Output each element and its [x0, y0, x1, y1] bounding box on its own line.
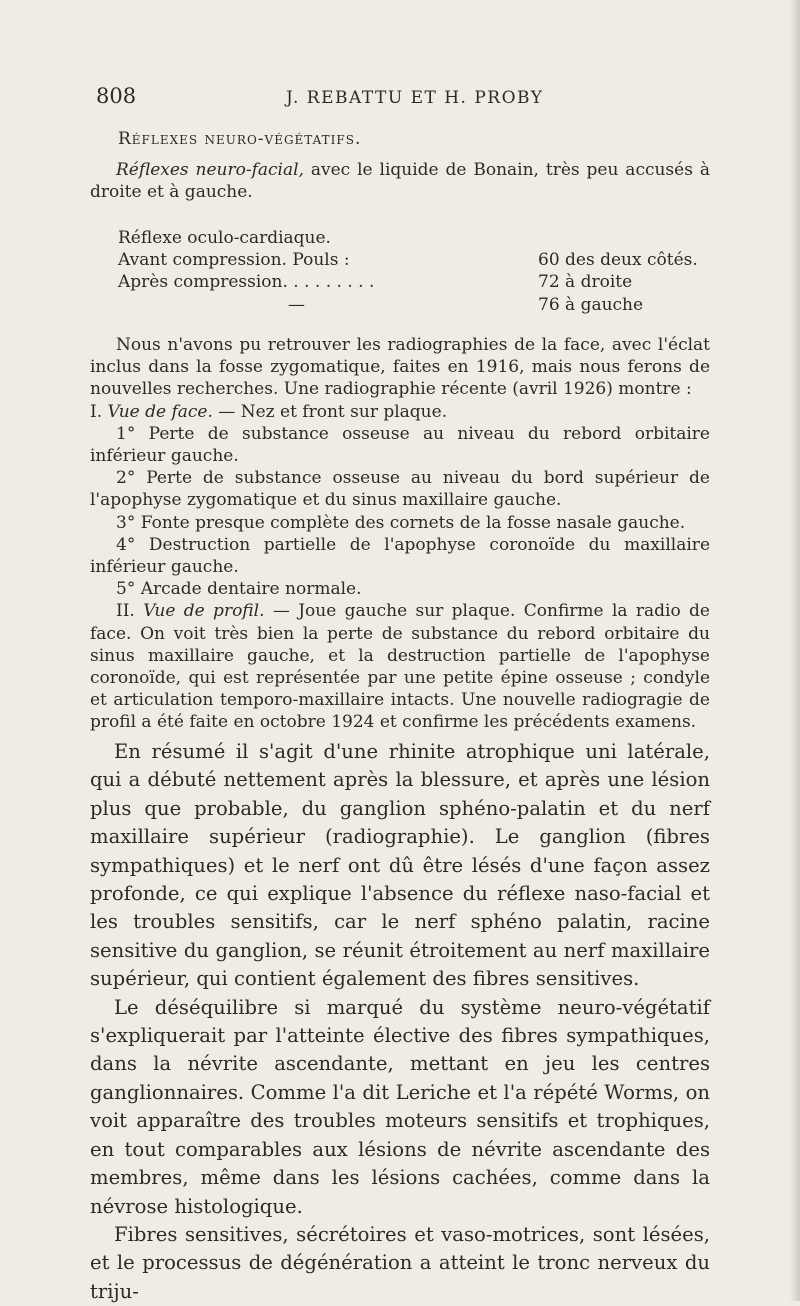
- body-paragraph: Le déséquilibre si marqué du système neuro-végétatif s'expliquerait par l'atteinte élective des fibres sympathiques, dans la névrite ascendante, mettant en jeu les centres ganglionnaires. Comme l'a dit Leriche et l'a répété Worms, on voit apparaître des troubles moteurs sensitifs et trophiques, en tout comparables aux lésions de névrite ascendante des membres, même dans les lésions cachées, comme dans la névrose histologique.: [90, 995, 710, 1218]
- profile-view-paragraph: [90, 600, 710, 733]
- radiography-intro: Nous n'avons pu retrouver les radiographies de la face, avec l'éclat inclus dans la fosse zygomatique, faites en 1916, mais nous ferons de nouvelles recherches. Une radiographie récente (avril 1926) montre :: [90, 335, 710, 400]
- face-view-label: I.: [90, 401, 108, 422]
- reflex-intro-italic: Réflexes neuro-facial,: [116, 160, 304, 181]
- table-row: [90, 271, 710, 293]
- row-value: 60 des deux côtés.: [538, 250, 698, 271]
- reflex-intro-paragraph: [90, 159, 710, 203]
- row-value: 72 à droite: [538, 272, 633, 293]
- list-item: 5° Arcade dentaire normale.: [116, 579, 362, 600]
- row-label: —: [288, 294, 305, 315]
- radiography-block: [90, 334, 710, 734]
- profile-view-title: Vue de profil.: [143, 601, 265, 622]
- face-view-title: Vue de face.: [107, 401, 213, 422]
- face-view-text: — Nez et front sur plaque.: [212, 401, 448, 422]
- list-item: 4° Destruction partielle de l'apophyse coronoïde du maxillaire inférieur gauche.: [90, 534, 710, 578]
- page-edge-shadow: [790, 0, 800, 1301]
- table-row: [90, 249, 710, 271]
- row-label: Après compression. . . . . . . . .: [118, 272, 375, 293]
- main-text: [90, 738, 710, 1306]
- row-value: 76 à gauche: [538, 294, 644, 315]
- oculo-cardiac-title-row: [90, 227, 710, 249]
- face-view-line: [90, 401, 710, 423]
- profile-view-label: II.: [116, 601, 144, 622]
- oculo-cardiac-table: [90, 227, 710, 316]
- section-heading: Réflexes neuro-végétatifs.: [118, 129, 362, 149]
- list-item: 1° Perte de substance osseuse au niveau du rebord orbitaire inférieur gauche.: [90, 423, 710, 467]
- running-title: J. REBATTU ET H. PROBY: [286, 88, 544, 108]
- list-item: 3° Fonte presque complète des cornets de la fosse nasale gauche.: [116, 512, 686, 533]
- body-paragraph: En résumé il s'agit d'une rhinite atrophique uni latérale, qui a débuté nettement après la blessure, et après une lésion plus que probable, du ganglion sphéno-palatin et du nerf maxillaire supérieur (radiographie). Le ganglion (fibres sympathiques) et le nerf ont dû être lésés d'une façon assez profonde, ce qui explique l'absence du réflexe naso-facial et les troubles sensitifs, car le nerf sphéno palatin, racine sensitive du ganglion, se réunit étroitement au nerf maxillaire supérieur, qui contient également des fibres sensitives.: [90, 740, 710, 991]
- reflexes-block: [90, 128, 710, 204]
- row-label: Avant compression. Pouls :: [118, 250, 350, 271]
- page-number: 808: [96, 84, 137, 108]
- table-row: [90, 294, 710, 316]
- list-item: 2° Perte de substance osseuse au niveau du bord supérieur de l'apophyse zygomatique et du sinus maxillaire gauche.: [90, 468, 710, 511]
- reflex-intro-text: avec le liquide de Bonain, très peu accusés à droite et à gauche.: [90, 160, 710, 203]
- oculo-cardiac-title: Réflexe oculo-cardiaque.: [118, 228, 331, 248]
- body-paragraph: Fibres sensitives, sécrétoires et vaso-motrices, sont lésées, et le processus de dégénération a atteint le tronc nerveux du triju-: [90, 1222, 710, 1303]
- profile-view-text: — Joue gauche sur plaque. Confirme la radio de face. On voit très bien la perte de substance du rebord orbitaire du sinus maxillaire gauche, et la destruction partielle de l'apophyse coronoïde, qui est représentée par une petite épine osseuse ; condyle et articulation temporo-maxillaire intacts. Une nouvelle radiogragie de profil a été faite en octobre 1924 et confirme les précédents examens.: [90, 601, 710, 733]
- running-header: [96, 84, 706, 114]
